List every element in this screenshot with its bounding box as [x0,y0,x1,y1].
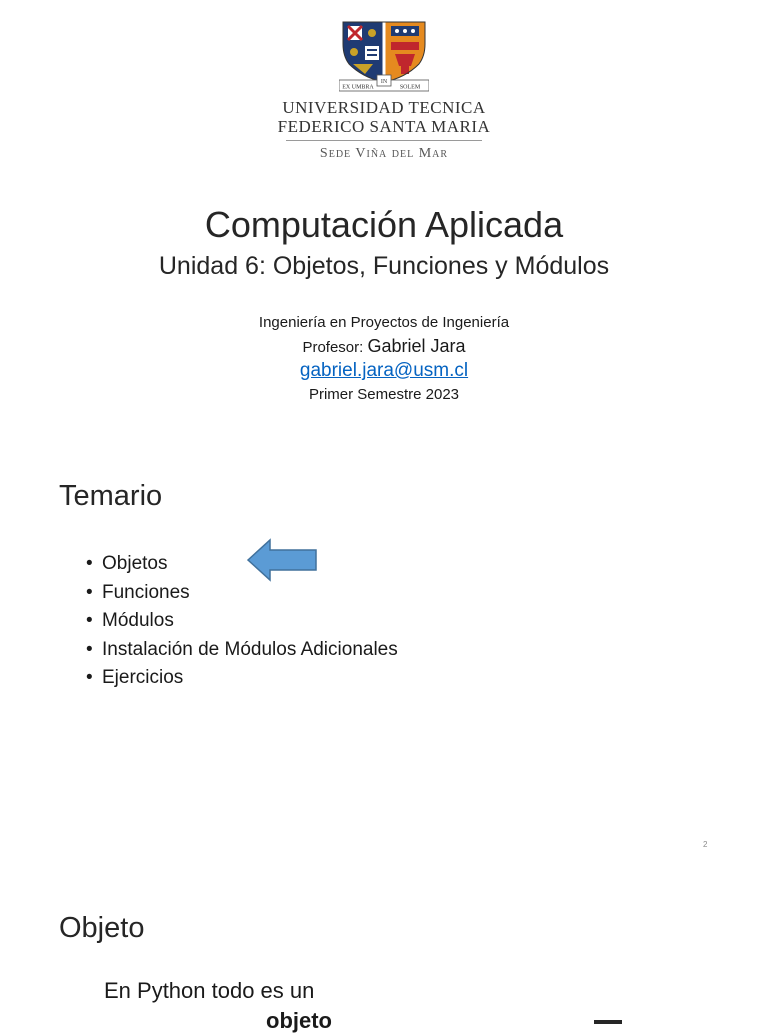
agenda-slide [0,452,768,862]
bullet: • [86,638,93,660]
agenda-item [86,550,398,579]
agenda-heading: Temario [59,480,163,512]
object-heading: Objeto [59,912,145,944]
agenda-item-label: Instalación de Módulos Adicionales [102,638,398,660]
professor-label: Profesor: [302,339,364,356]
agenda-item-label: Ejercicios [102,667,184,688]
agenda-item-label: Módulos [102,610,174,631]
agenda-item [86,579,398,608]
bullet: • [86,553,93,574]
semester: Primer Semestre 2023 [308,386,460,403]
university-name-line1: UNIVERSIDAD TECNICA [282,98,486,117]
professor-line [0,336,768,357]
title-slide [0,0,768,440]
agenda-item [86,607,398,636]
program-name: Ingeniería en Proyectos de Ingeniería [258,314,510,331]
unit-subtitle: Unidad 6: Objetos, Funciones y Módulos [158,252,610,280]
left-arrow-icon [246,538,318,582]
campus-name: Sede Viña del Mar [319,146,449,161]
object-slide [0,880,768,1033]
university-logo [272,20,496,162]
object-intro-text: En Python todo es un [104,978,315,1003]
object-intro-bold: objeto [266,1008,332,1033]
agenda-item [86,636,398,665]
agenda-item-label: Funciones [102,581,190,603]
coat-of-arms-icon [339,20,429,92]
bullet: • [86,610,93,631]
course-title: Computación Aplicada [204,204,564,245]
motto-right: SOLEM [399,84,421,91]
dash-mark [594,1020,622,1024]
motto-mid: IN [380,79,388,85]
bullet: • [86,667,93,688]
university-name-line2: FEDERICO SANTA MARIA [277,117,491,136]
page-number: 2 [703,840,708,849]
professor-email-link[interactable]: gabriel.jara@usm.cl [299,360,469,381]
motto-left: EX UMBRA [342,84,374,91]
agenda-item-label: Objetos [102,553,168,574]
agenda-item [86,664,398,693]
professor-name: Gabriel Jara [367,336,466,356]
logo-divider [286,140,482,141]
bullet: • [86,581,93,603]
agenda-list [86,550,398,693]
